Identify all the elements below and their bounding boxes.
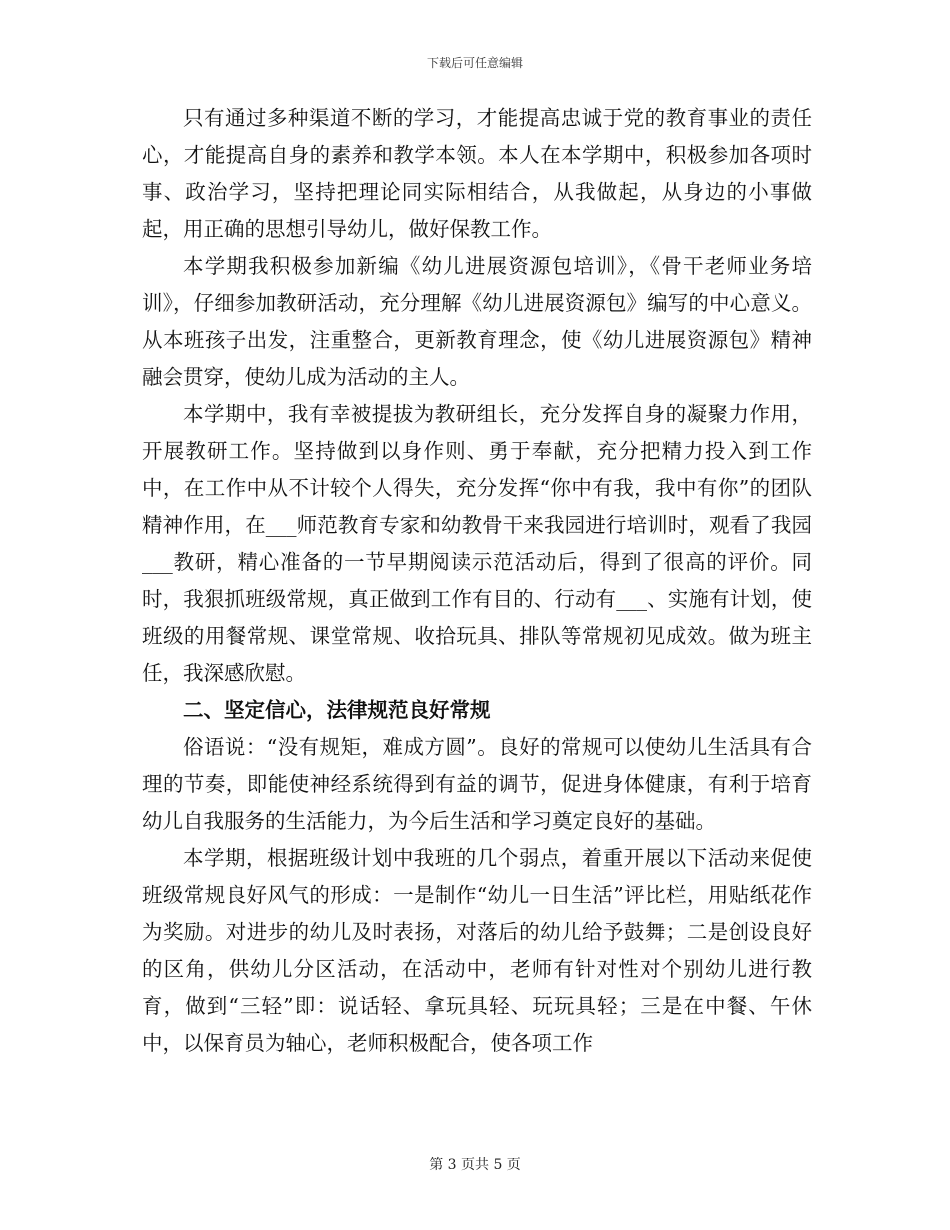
paragraph-training: 本学期我积极参加新编《幼儿进展资源包培训》，《骨干老师业务培训》，仔细参加教研活动，充分理解《幼儿进展资源包》编写的中心意义。从本班孩子出发，注重整合，更新教育理念，使《幼儿进展资源包》精神融会贯穿，使幼儿成为活动的主人。	[142, 254, 812, 389]
document-body	[142, 100, 812, 1062]
page-number: 第 3 页共 5 页	[429, 1157, 521, 1173]
section-heading: 二、坚定信心，法律规范良好常规	[183, 698, 491, 722]
paragraph-study: 只有通过多种渠道不断的学习，才能提高忠诚于党的教育事业的责任心，才能提高自身的素养和教学本领。本人在本学期中，积极参加各项时事、政治学习，坚持把理论同实际相结合，从我做起，从身边的小事做起，用正确的思想引导幼儿，做好保教工作。	[142, 106, 812, 241]
page-header: 下载后可任意编辑	[426, 56, 523, 70]
paragraph-research-leader: 本学期中，我有幸被提拔为教研组长，充分发挥自身的凝聚力作用，开展教研工作。坚持做到以身作则、勇于奉献，充分把精力投入到工作中，在工作中从不计较个人得失，充分发挥“你中有我，我中有你”的团队精神作用，在___师范教育专家和幼教骨干来我园进行培训时，观看了我园___教研，精心准备的一节早期阅读示范活动后，得到了很高的评价。同时，我狠抓班级常规，真正做到工作有目的、行动有___、实施有计划，使班级的用餐常规、课堂常规、收拾玩具、排队等常规初见成效。做为班主任，我深感欣慰。	[142, 402, 812, 685]
paragraph-proverb: 俗语说：“没有规矩，难成方圆”。良好的常规可以使幼儿生活具有合理的节奏，即能使神经系统得到有益的调节，促进身体健康，有利于培育幼儿自我服务的生活能力，为今后生活和学习奠定良好的基础。	[142, 735, 812, 833]
paragraph-activities: 本学期，根据班级计划中我班的几个弱点，着重开展以下活动来促使班级常规良好风气的形成：一是制作“幼儿一日生活”评比栏，用贴纸花作为奖励。对进步的幼儿及时表扬，对落后的幼儿给予鼓舞；二是创设良好的区角，供幼儿分区活动，在活动中，老师有针对性对个别幼儿进行教育，做到“三轻”即：说话轻、拿玩具轻、玩玩具轻；三是在中餐、午休中，以保育员为轴心，老师积极配合，使各项工作	[142, 846, 812, 1055]
